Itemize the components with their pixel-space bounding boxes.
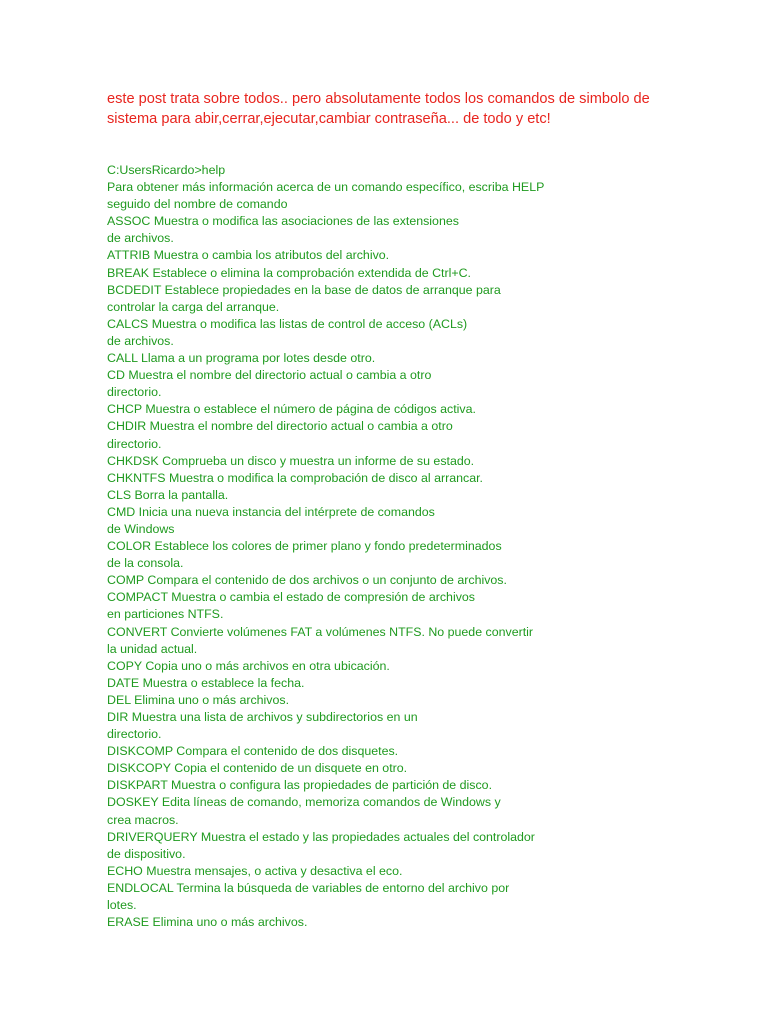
help-output-line: CHKDSK Comprueba un disco y muestra un informe de su estado. bbox=[107, 453, 475, 468]
help-output-line: CMD Inicia una nueva instancia del intérprete de comandos bbox=[107, 504, 435, 519]
help-output-line: ENDLOCAL Termina la búsqueda de variables de entorno del archivo por bbox=[107, 880, 510, 895]
help-output-line: de Windows bbox=[107, 521, 175, 536]
help-output-line: en particiones NTFS. bbox=[107, 607, 224, 622]
help-output-line: COMPACT Muestra o cambia el estado de compresión de archivos bbox=[107, 590, 475, 605]
help-output-line: ASSOC Muestra o modifica las asociaciones de las extensiones bbox=[107, 214, 459, 229]
intro-line: sistema para abir,cerrar,ejecutar,cambiar contraseña... de todo y etc! bbox=[107, 111, 551, 127]
help-output-line: DATE Muestra o establece la fecha. bbox=[107, 675, 305, 690]
help-output-line: ERASE Elimina uno o más archivos. bbox=[107, 915, 308, 930]
help-output-line: directorio. bbox=[107, 436, 162, 451]
help-output-line: DEL Elimina uno o más archivos. bbox=[107, 692, 290, 707]
help-output-line: DISKCOPY Copia el contenido de un disquete en otro. bbox=[107, 761, 408, 776]
help-output-line: CONVERT Convierte volúmenes FAT a volúmenes NTFS. No puede convertir bbox=[107, 624, 534, 639]
help-output-line: crea macros. bbox=[107, 812, 179, 827]
help-output-line: CHCP Muestra o establece el número de página de códigos activa. bbox=[107, 402, 476, 417]
help-output-line: COLOR Establece los colores de primer plano y fondo predeterminados bbox=[107, 539, 502, 554]
help-output-line: seguido del nombre de comando bbox=[107, 197, 288, 212]
help-output-line: de archivos. bbox=[107, 231, 174, 246]
help-output-line: ECHO Muestra mensajes, o activa y desactiva el eco. bbox=[107, 863, 403, 878]
help-output-line: de archivos. bbox=[107, 333, 174, 348]
intro-line: este post trata sobre todos.. pero absolutamente todos los comandos de simbolo de bbox=[107, 91, 650, 107]
help-output-line: CHDIR Muestra el nombre del directorio actual o cambia a otro bbox=[107, 419, 453, 434]
help-output-line: COMP Compara el contenido de dos archivos o un conjunto de archivos. bbox=[107, 573, 507, 588]
help-output-line: Para obtener más información acerca de un comando específico, escriba HELP bbox=[107, 180, 545, 195]
prompt-line: C:UsersRicardo>help bbox=[107, 163, 226, 177]
help-output-line: la unidad actual. bbox=[107, 641, 198, 656]
help-output-line: BCDEDIT Establece propiedades en la base de datos de arranque para bbox=[107, 282, 501, 297]
help-output-line: DRIVERQUERY Muestra el estado y las propiedades actuales del controlador bbox=[107, 829, 535, 844]
help-output-line: de la consola. bbox=[107, 556, 184, 571]
help-output-line: COPY Copia uno o más archivos en otra ubicación. bbox=[107, 658, 390, 673]
help-output-line: CD Muestra el nombre del directorio actual o cambia a otro bbox=[107, 368, 432, 383]
help-output-line: DISKPART Muestra o configura las propiedades de partición de disco. bbox=[107, 778, 493, 793]
help-output-line: DOSKEY Edita líneas de comando, memoriza comandos de Windows y bbox=[107, 795, 501, 810]
help-output-line: CHKNTFS Muestra o modifica la comprobación de disco al arrancar. bbox=[107, 470, 484, 485]
help-output-line: directorio. bbox=[107, 385, 162, 400]
help-output-line: DISKCOMP Compara el contenido de dos disquetes. bbox=[107, 744, 399, 759]
help-output-line: CLS Borra la pantalla. bbox=[107, 487, 229, 502]
help-output-line: CALCS Muestra o modifica las listas de control de acceso (ACLs) bbox=[107, 316, 468, 331]
help-output-line: ATTRIB Muestra o cambia los atributos del archivo. bbox=[107, 248, 390, 263]
help-output-line: de dispositivo. bbox=[107, 846, 186, 861]
help-output-line: CALL Llama a un programa por lotes desde otro. bbox=[107, 351, 376, 366]
help-command-output bbox=[107, 162, 707, 931]
help-output-line: directorio. bbox=[107, 727, 162, 742]
intro-paragraph bbox=[107, 89, 667, 129]
help-output-line: DIR Muestra una lista de archivos y subdirectorios en un bbox=[107, 710, 418, 724]
help-output-line: controlar la carga del arranque. bbox=[107, 299, 280, 314]
help-output-line: BREAK Establece o elimina la comprobación extendida de Ctrl+C. bbox=[107, 265, 471, 280]
help-output-line: lotes. bbox=[107, 898, 137, 913]
